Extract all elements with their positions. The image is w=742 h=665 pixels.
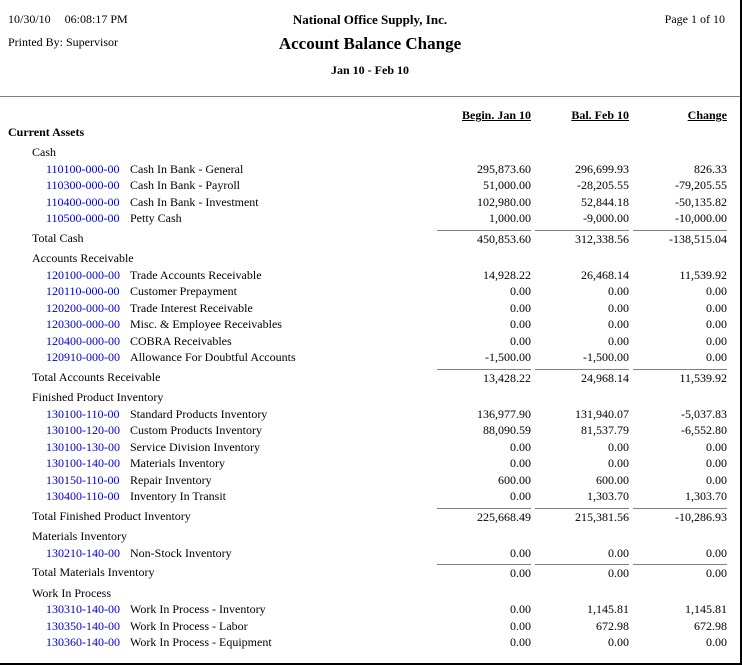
amount-cell: 102,980.00: [477, 194, 531, 209]
account-row: [0, 283, 740, 300]
company-name: National Office Supply, Inc.: [292, 12, 448, 27]
amount-cell: 0.00: [510, 618, 531, 633]
report-body: [0, 124, 740, 651]
group-header-row: [0, 389, 740, 406]
account-number-link[interactable]: 110500-000-00: [46, 211, 120, 225]
amount-cell: 1,145.81: [587, 602, 629, 616]
amount-cell: 0.00: [510, 456, 531, 470]
section-header-row: [0, 124, 740, 141]
account-label: [0, 439, 433, 456]
account-description: Repair Inventory: [130, 472, 212, 487]
account-number-link[interactable]: 120200-000-00: [46, 300, 120, 315]
account-row: [0, 601, 740, 618]
column-header-begin: Begin. Jan 10: [461, 108, 531, 122]
amount-cell: 13,428.22: [437, 369, 531, 386]
group-header-row: [0, 144, 740, 161]
amount-cell: 24,968.14: [535, 369, 629, 386]
amount-cell: 11,539.92: [633, 369, 727, 386]
amount-cell: 0.00: [608, 635, 629, 649]
account-description: Work In Process - Equipment: [130, 635, 272, 649]
amount-cell: 52,844.18: [581, 194, 629, 209]
amount-cell: 0.00: [706, 545, 727, 560]
total-label: Total Accounts Receivable: [32, 369, 161, 384]
account-description: Trade Accounts Receivable: [130, 267, 262, 282]
amount-cell: 672.98: [694, 618, 727, 633]
amount-cell: 225,668.49: [437, 508, 531, 525]
section-header-label: Current Assets: [8, 124, 85, 139]
amount-cell: 215,381.56: [535, 508, 629, 525]
account-number-link[interactable]: 130360-140-00: [46, 635, 120, 649]
account-number-link[interactable]: 120300-000-00: [46, 317, 120, 331]
account-number-link[interactable]: 130100-110-00: [46, 406, 120, 421]
account-row: [0, 267, 740, 284]
amount-cell: 1,000.00: [489, 211, 531, 225]
group-header-label: Finished Product Inventory: [32, 390, 164, 404]
amount-cell: 312,338.56: [535, 230, 629, 247]
account-label: [0, 455, 433, 472]
account-label: [0, 333, 433, 350]
account-row: [0, 618, 740, 635]
amount-cell: 0.00: [608, 333, 629, 348]
account-row: [0, 210, 740, 227]
amount-cell: 0.00: [437, 564, 531, 581]
account-number-link[interactable]: 130100-140-00: [46, 456, 120, 470]
total-label: Total Cash: [32, 230, 84, 245]
amount-cell: -28,205.55: [577, 178, 629, 192]
account-label: [0, 472, 433, 489]
amount-cell: 0.00: [706, 300, 727, 315]
account-description: Misc. & Employee Receivables: [130, 317, 282, 331]
account-label: [0, 545, 433, 562]
amount-cell: 0.00: [608, 456, 629, 470]
account-description: Customer Prepayment: [130, 284, 237, 298]
amount-cell: 131,940.07: [575, 406, 629, 421]
account-label: [0, 210, 433, 227]
amount-cell: 826.33: [694, 161, 727, 176]
group-header-row: [0, 585, 740, 602]
account-description: Allowance For Doubtful Accounts: [130, 350, 296, 364]
amount-cell: 296,699.93: [575, 161, 629, 176]
account-number-link[interactable]: 130350-140-00: [46, 618, 120, 633]
account-row: [0, 349, 740, 366]
amount-cell: 0.00: [510, 333, 531, 348]
report-title: Account Balance Change: [278, 34, 462, 53]
amount-cell: 0.00: [706, 635, 727, 649]
amount-cell: 0.00: [510, 602, 531, 616]
amount-cell: 0.00: [510, 317, 531, 331]
account-number-link[interactable]: 130150-110-00: [46, 472, 120, 487]
header-divider: [0, 96, 740, 97]
account-number-link[interactable]: 130400-110-00: [46, 489, 120, 503]
account-row: [0, 455, 740, 472]
account-label: [0, 422, 433, 439]
group-header-label: Accounts Receivable: [32, 251, 134, 265]
amount-cell: 0.00: [706, 333, 727, 348]
account-row: [0, 634, 740, 651]
account-label: [0, 194, 433, 211]
amount-cell: 1,145.81: [685, 602, 727, 616]
account-number-link[interactable]: 130100-120-00: [46, 423, 120, 437]
account-label: [0, 177, 433, 194]
account-number-link[interactable]: 130100-130-00: [46, 439, 120, 454]
group-header-row: [0, 528, 740, 545]
amount-cell: 0.00: [706, 317, 727, 331]
column-headers: [0, 107, 740, 124]
account-label: [0, 601, 433, 618]
account-number-link[interactable]: 130210-140-00: [46, 545, 120, 560]
account-description: Petty Cash: [130, 211, 182, 225]
amount-cell: 450,853.60: [437, 230, 531, 247]
account-description: Non-Stock Inventory: [130, 545, 232, 560]
account-number-link[interactable]: 120400-000-00: [46, 333, 120, 348]
account-row: [0, 300, 740, 317]
column-header-spacer: [0, 107, 433, 124]
account-row: [0, 472, 740, 489]
amount-cell: 1,303.70: [587, 489, 629, 503]
account-description: Cash In Bank - Payroll: [130, 178, 240, 192]
amount-cell: 26,468.14: [581, 267, 629, 282]
amount-cell: 295,873.60: [477, 161, 531, 176]
amount-cell: 0.00: [706, 456, 727, 470]
account-row: [0, 422, 740, 439]
amount-cell: 0.00: [510, 545, 531, 560]
account-number-link[interactable]: 120100-000-00: [46, 267, 120, 282]
account-description: Cash In Bank - Investment: [130, 194, 259, 209]
print-time: 06:08:17 PM: [64, 12, 128, 26]
account-description: Work In Process - Labor: [130, 618, 248, 633]
total-label: Total Finished Product Inventory: [32, 508, 191, 523]
amount-cell: -1,500.00: [583, 350, 629, 364]
account-row: [0, 316, 740, 333]
account-number-link[interactable]: 110300-000-00: [46, 178, 120, 192]
total-row: [0, 230, 740, 247]
amount-cell: 0.00: [706, 350, 727, 364]
account-description: Trade Interest Receivable: [130, 300, 253, 315]
account-row: [0, 488, 740, 505]
report-title-block: [0, 12, 740, 78]
group-header-label: Work In Process: [32, 585, 112, 600]
amount-cell: 0.00: [510, 439, 531, 454]
account-description: COBRA Receivables: [130, 333, 232, 348]
account-number-link[interactable]: 110100-000-00: [46, 161, 120, 176]
account-label: [0, 300, 433, 317]
account-label: [0, 349, 433, 366]
account-row: [0, 406, 740, 423]
amount-cell: 0.00: [510, 300, 531, 315]
account-description: Work In Process - Inventory: [130, 602, 266, 616]
amount-cell: 0.00: [510, 635, 531, 649]
account-label: [0, 634, 433, 651]
account-row: [0, 439, 740, 456]
printed-by: Printed By: Supervisor: [8, 35, 118, 49]
amount-cell: -79,205.55: [675, 178, 727, 192]
amount-cell: 88,090.59: [483, 423, 531, 437]
account-label: [0, 316, 433, 333]
account-description: Service Division Inventory: [130, 439, 260, 454]
amount-cell: -5,037.83: [681, 406, 727, 421]
group-header-label: Cash: [32, 145, 56, 159]
amount-cell: 0.00: [608, 439, 629, 454]
account-description: Materials Inventory: [130, 456, 225, 470]
account-row: [0, 545, 740, 562]
amount-cell: 81,537.79: [581, 423, 629, 437]
amount-cell: 0.00: [706, 439, 727, 454]
amount-cell: -10,000.00: [675, 211, 727, 225]
amount-cell: 11,539.92: [679, 267, 727, 282]
amount-cell: 0.00: [608, 300, 629, 315]
total-row: [0, 564, 740, 581]
account-row: [0, 161, 740, 178]
total-label: Total Materials Inventory: [32, 565, 155, 579]
amount-cell: -9,000.00: [583, 211, 629, 225]
page-number: Page 1 of 10: [664, 12, 725, 26]
account-row: [0, 194, 740, 211]
account-number-link[interactable]: 110400-000-00: [46, 194, 120, 209]
amount-cell: 14,928.22: [483, 267, 531, 282]
amount-cell: 0.00: [510, 284, 531, 298]
amount-cell: -50,135.82: [675, 194, 727, 209]
account-label: [0, 488, 433, 505]
report-header: [0, 0, 740, 96]
amount-cell: 672.98: [596, 618, 629, 633]
amount-cell: 0.00: [706, 472, 727, 487]
amount-cell: 0.00: [706, 284, 727, 298]
amount-cell: 0.00: [535, 564, 629, 581]
amount-cell: 51,000.00: [483, 178, 531, 192]
amount-cell: -138,515.04: [633, 230, 727, 247]
amount-cell: -10,286.93: [633, 508, 727, 525]
column-header-change: Change: [687, 108, 727, 122]
amount-cell: 600.00: [498, 472, 531, 487]
account-row: [0, 333, 740, 350]
amount-cell: -1,500.00: [485, 350, 531, 364]
amount-cell: 1,303.70: [685, 489, 727, 503]
amount-cell: -6,552.80: [681, 423, 727, 437]
amount-cell: 0.00: [608, 545, 629, 560]
group-header-row: [0, 250, 740, 267]
amount-cell: 600.00: [596, 472, 629, 487]
column-header-balance: Bal. Feb 10: [571, 108, 629, 122]
amount-cell: 0.00: [633, 564, 727, 581]
amount-cell: 0.00: [608, 284, 629, 298]
account-description: Custom Products Inventory: [130, 423, 262, 437]
account-number-link[interactable]: 120110-000-00: [46, 284, 120, 298]
account-label: [0, 161, 433, 178]
amount-cell: 136,977.90: [477, 406, 531, 421]
account-description: Inventory In Transit: [130, 489, 226, 503]
amount-cell: 0.00: [510, 489, 531, 503]
account-label: [0, 267, 433, 284]
account-number-link[interactable]: 130310-140-00: [46, 602, 120, 616]
account-label: [0, 618, 433, 635]
account-label: [0, 406, 433, 423]
account-description: Cash In Bank - General: [130, 161, 244, 176]
account-description: Standard Products Inventory: [130, 406, 268, 421]
amount-cell: 0.00: [608, 317, 629, 331]
print-date: 10/30/10: [8, 12, 51, 26]
account-number-link[interactable]: 120910-000-00: [46, 350, 120, 364]
account-row: [0, 177, 740, 194]
total-row: [0, 508, 740, 525]
group-header-label: Materials Inventory: [32, 529, 127, 543]
report-period: Jan 10 - Feb 10: [331, 63, 409, 77]
total-row: [0, 369, 740, 386]
account-label: [0, 283, 433, 300]
